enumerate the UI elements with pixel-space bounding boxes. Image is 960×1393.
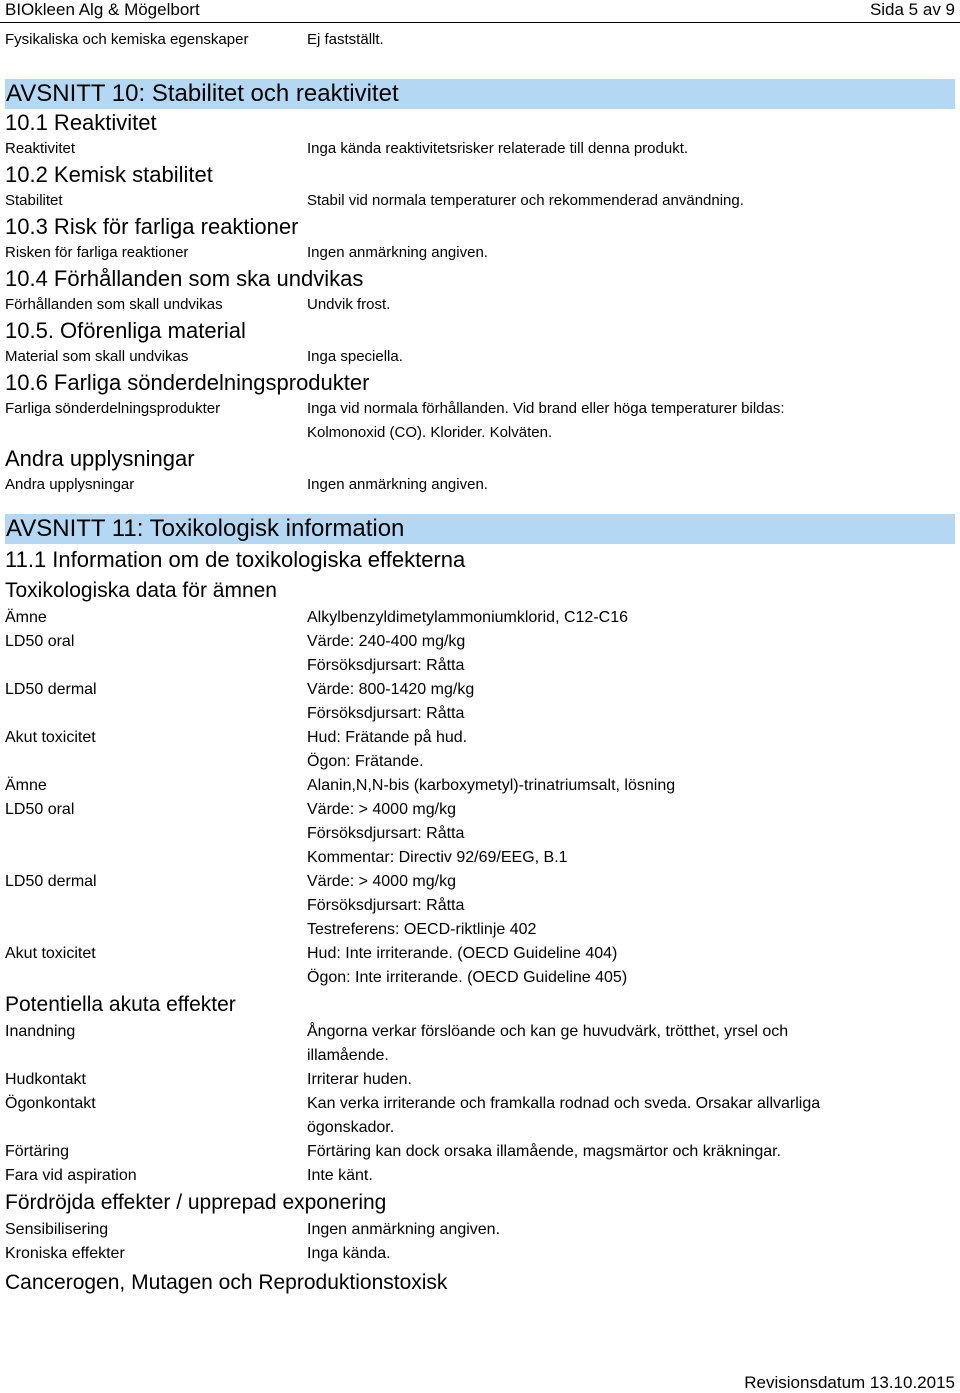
- heading-10-2: 10.2 Kemisk stabilitet: [5, 162, 213, 187]
- table-row: [5, 1020, 955, 1068]
- table-row: [5, 630, 955, 678]
- row-label: Ämne: [5, 609, 47, 626]
- table-row: [5, 678, 955, 726]
- row-label: Farliga sönderdelningsprodukter: [5, 400, 221, 417]
- value-line: Inga kända.: [307, 1245, 391, 1262]
- row-label: Andra upplysningar: [5, 476, 135, 493]
- value-line: Förtäring kan dock orsaka illamående, magsmärtor och kräkningar.: [307, 1143, 781, 1160]
- value-line: illamående.: [307, 1047, 389, 1064]
- heading-11-1: 11.1 Information om de toxikologiska effekterna: [5, 547, 466, 572]
- value-line: Värde: 800-1420 mg/kg: [307, 681, 475, 698]
- revision-date: Revisionsdatum 13.10.2015: [744, 1373, 955, 1392]
- value-line: Irriterar huden.: [307, 1071, 412, 1088]
- table-row: [5, 774, 955, 798]
- tox-table: [5, 606, 955, 990]
- heading-acute: Potentiella akuta effekter: [5, 993, 236, 1016]
- row-label: LD50 dermal: [5, 681, 97, 698]
- value-line: Inte känt.: [307, 1167, 373, 1184]
- row-stabilitet: [5, 189, 955, 213]
- table-row: [5, 798, 955, 870]
- page-header: [5, 0, 955, 22]
- value-line: Hud: Inte irriterande. (OECD Guideline 404): [307, 945, 618, 962]
- value-line: Värde: > 4000 mg/kg: [307, 801, 456, 818]
- row-value: Inga kända reaktivitetsrisker relaterade till denna produkt.: [307, 140, 689, 157]
- table-row: [5, 1092, 955, 1140]
- value-line: Inga vid normala förhållanden. Vid brand eller höga temperaturer bildas:: [307, 400, 785, 417]
- table-row: [5, 1140, 955, 1164]
- row-value: [307, 774, 955, 798]
- value-line: Kommentar: Directiv 92/69/EEG, B.1: [307, 849, 568, 866]
- table-row: [5, 1164, 955, 1188]
- row-label: Förhållanden som skall undvikas: [5, 296, 223, 313]
- row-value: [307, 798, 955, 870]
- row-forhallanden: [5, 293, 955, 317]
- delayed-table: [5, 1218, 955, 1266]
- table-row: [5, 726, 955, 774]
- row-value: [307, 942, 955, 990]
- row-label: Material som skall undvikas: [5, 348, 189, 365]
- row-value: [307, 1092, 955, 1140]
- row-value: [307, 678, 955, 726]
- row-label: LD50 dermal: [5, 873, 97, 890]
- value-line: Hud: Frätande på hud.: [307, 729, 468, 746]
- value-line: Försöksdjursart: Råtta: [307, 825, 465, 842]
- row-value: Inga speciella.: [307, 348, 403, 365]
- table-row: [5, 1242, 955, 1266]
- row-value: [307, 1020, 955, 1068]
- row-andra: [5, 473, 955, 497]
- row-label: Sensibilisering: [5, 1221, 109, 1238]
- value-line: Försöksdjursart: Råtta: [307, 657, 465, 674]
- row-value: [307, 870, 955, 942]
- top-row: [5, 28, 955, 56]
- value-line: ögonskador.: [307, 1119, 395, 1136]
- row-label: Ögonkontakt: [5, 1095, 96, 1112]
- row-label: Stabilitet: [5, 192, 63, 209]
- value-line: Kolmonoxid (CO). Klorider. Kolväten.: [307, 424, 553, 441]
- section-10-title: AVSNITT 10: Stabilitet och reaktivitet: [5, 79, 955, 109]
- value-line: Försöksdjursart: Råtta: [307, 705, 465, 722]
- row-label: Kroniska effekter: [5, 1245, 125, 1262]
- row-label: Fara vid aspiration: [5, 1167, 137, 1184]
- row-label: Reaktivitet: [5, 140, 76, 157]
- row-label: Inandning: [5, 1023, 76, 1040]
- heading-10-6: 10.6 Farliga sönderdelningsprodukter: [5, 370, 370, 395]
- row-value: [307, 606, 955, 630]
- table-row: [5, 942, 955, 990]
- product-name: BIOkleen Alg & Mögelbort: [5, 0, 200, 19]
- value-line: Ögon: Inte irriterande. (OECD Guideline 405): [307, 969, 628, 986]
- row-value: [307, 1068, 955, 1092]
- row-value: [307, 1164, 955, 1188]
- heading-delayed: Fördröjda effekter / upprepad exponering: [5, 1191, 387, 1214]
- value-line: Värde: > 4000 mg/kg: [307, 873, 456, 890]
- value-line: Testreferens: OECD-riktlinje 402: [307, 921, 537, 938]
- page-number: Sida 5 av 9: [869, 0, 955, 19]
- value-line: Alanin,N,N-bis (karboxymetyl)-trinatriumsalt, lösning: [307, 777, 676, 794]
- value-line: Ögon: Frätande.: [307, 753, 424, 770]
- heading-andra: Andra upplysningar: [5, 446, 195, 471]
- table-row: [5, 1068, 955, 1092]
- row-label: Akut toxicitet: [5, 729, 96, 746]
- row-value: [307, 1218, 955, 1242]
- row-value: [307, 630, 955, 678]
- row-value: Stabil vid normala temperaturer och rekommenderad användning.: [307, 192, 744, 209]
- value-line: Alkylbenzyldimetylammoniumklorid, C12-C16: [307, 609, 628, 626]
- acute-table: [5, 1020, 955, 1188]
- row-reaktivitet: [5, 137, 955, 161]
- heading-cancerogen: Cancerogen, Mutagen och Reproduktionstoxisk: [5, 1271, 448, 1294]
- row-value: Ingen anmärkning angiven.: [307, 244, 488, 261]
- header-rule: [0, 22, 960, 23]
- heading-tox-data: Toxikologiska data för ämnen: [5, 579, 277, 602]
- row-label: Risken för farliga reaktioner: [5, 244, 189, 261]
- table-row: [5, 870, 955, 942]
- row-label: Akut toxicitet: [5, 945, 96, 962]
- heading-10-5: 10.5. Oförenliga material: [5, 318, 246, 343]
- row-label: LD50 oral: [5, 801, 75, 818]
- row-value: [307, 397, 955, 445]
- table-row: [5, 606, 955, 630]
- row-value: Undvik frost.: [307, 296, 391, 313]
- section-11-title: AVSNITT 11: Toxikologisk information: [5, 514, 955, 544]
- row-sonderdelning: [5, 397, 955, 445]
- heading-10-1: 10.1 Reaktivitet: [5, 110, 157, 135]
- row-material: [5, 345, 955, 369]
- row-label: Ämne: [5, 777, 47, 794]
- row-label: LD50 oral: [5, 633, 75, 650]
- row-value: [307, 726, 955, 774]
- value-line: Värde: 240-400 mg/kg: [307, 633, 466, 650]
- row-value: [307, 1242, 955, 1266]
- heading-10-4: 10.4 Förhållanden som ska undvikas: [5, 266, 364, 291]
- row-value: Ej fastställt.: [307, 31, 384, 48]
- value-line: Ångorna verkar förslöande och kan ge huvudvärk, trötthet, yrsel och: [307, 1023, 789, 1040]
- value-line: Ingen anmärkning angiven.: [307, 1221, 501, 1238]
- row-label: Fysikaliska och kemiska egenskaper: [5, 31, 249, 48]
- table-row: [5, 1218, 955, 1242]
- row-value: Ingen anmärkning angiven.: [307, 476, 488, 493]
- document-body: [5, 28, 955, 1298]
- value-line: Försöksdjursart: Råtta: [307, 897, 465, 914]
- row-risk: [5, 241, 955, 265]
- value-line: Kan verka irriterande och framkalla rodnad och sveda. Orsakar allvarliga: [307, 1095, 821, 1112]
- heading-10-3: 10.3 Risk för farliga reaktioner: [5, 214, 299, 239]
- row-label: Hudkontakt: [5, 1071, 86, 1088]
- row-value: [307, 1140, 955, 1164]
- row-label: Förtäring: [5, 1143, 70, 1160]
